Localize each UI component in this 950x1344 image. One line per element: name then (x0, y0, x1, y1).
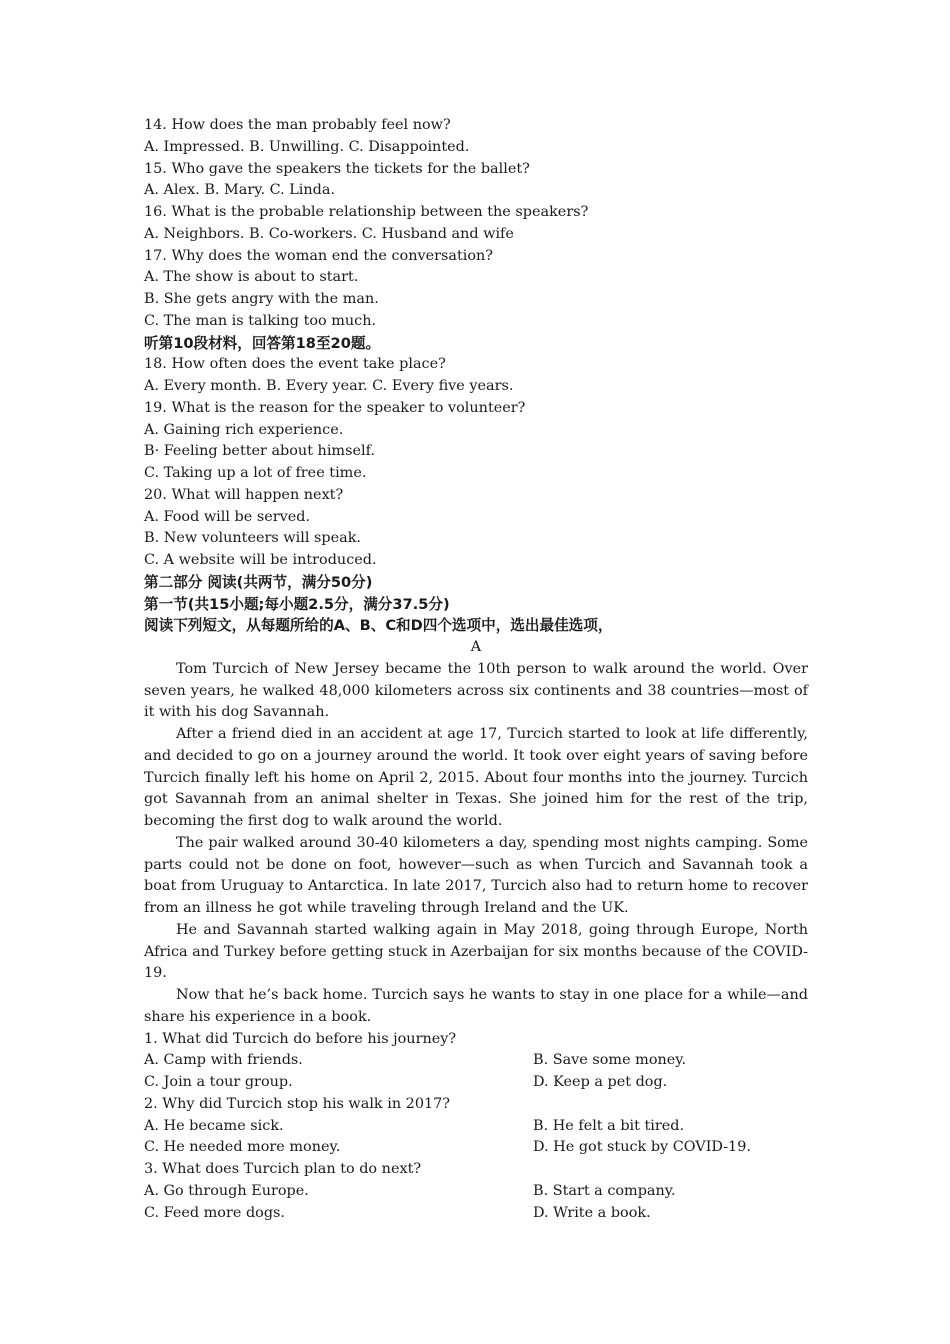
reading-question-1-row-1 (144, 1050, 808, 1072)
reading-question-3-row-1 (144, 1181, 808, 1203)
option-a: A. Camp with friends. (144, 1052, 303, 1069)
question-20: 20. What will happen next? (144, 486, 344, 503)
option-b: B. Start a company. (533, 1182, 676, 1199)
reading-question-3-row-2 (144, 1203, 808, 1225)
question-20-option-a: A. Food will be served. (144, 508, 311, 525)
passage-paragraph: Now that he’s back home. Turcich says he wants to stay in one place for a while—and share his experience in a book. (144, 987, 808, 1025)
passage-paragraph: He and Savannah started walking again in May 2018, going through Europe, North Africa and Turkey before getting stuck in Azerbaijan for six months because of the COVID-19. (144, 921, 808, 982)
instruction: 阅读下列短文，从每题所给的A、B、C和D四个选项中，选出最佳选项， (144, 617, 613, 635)
question-16: 16. What is the probable relationship between the speakers? (144, 204, 589, 220)
question-19-option-c: C. Taking up a lot of free time. (144, 465, 367, 481)
question-20-option-b: B. New volunteers will speak. (144, 530, 361, 547)
question-17: 17. Why does the woman end the conversation? (144, 247, 493, 264)
reading-question-2-row-1 (144, 1116, 808, 1138)
reading-question-1: 1. What did Turcich do before his journey? (144, 1030, 457, 1047)
question-20-option-c: C. A website will be introduced. (144, 552, 377, 568)
reading-question-2: 2. Why did Turcich stop his walk in 2017? (144, 1095, 451, 1112)
question-19: 19. What is the reason for the speaker to volunteer? (144, 399, 526, 416)
section-title: 第一节(共15小题;每小题2.5分，满分37.5分) (144, 595, 450, 613)
passage-paragraph: Tom Turcich of New Jersey became the 10th person to walk around the world. Over seven years, he walked 48,000 kilometers across six continents and 38 countries—most of it with his dog Savannah. (144, 660, 808, 721)
option-d: D. Write a book. (533, 1204, 651, 1221)
option-a: A. He became sick. (144, 1117, 284, 1134)
option-a: A. Go through Europe. (144, 1182, 309, 1199)
option-b: B. He felt a bit tired. (533, 1117, 685, 1134)
option-d: D. Keep a pet dog. (533, 1074, 668, 1090)
question-15-options: A. Alex. B. Mary. C. Linda. (144, 182, 336, 199)
option-d: D. He got stuck by COVID-19. (533, 1139, 751, 1156)
question-15: 15. Who gave the speakers the tickets for the ballet? (144, 160, 530, 177)
reading-question-1-row-2 (144, 1072, 808, 1094)
option-c: C. Feed more dogs. (144, 1204, 285, 1221)
question-18-options: A. Every month. B. Every year. C. Every five years. (144, 378, 514, 394)
section-10-heading: 听第10段材料，回答第18至20题。 (144, 334, 381, 352)
option-c: C. Join a tour group. (144, 1074, 293, 1090)
passage-letter: A (470, 639, 482, 655)
question-16-options: A. Neighbors. B. Co-workers. C. Husband and wife (144, 225, 514, 242)
question-17-option-b: B. She gets angry with the man. (144, 291, 379, 307)
question-14: 14. How does the man probably feel now? (144, 117, 451, 133)
question-18: 18. How often does the event take place? (144, 356, 446, 373)
question-17-option-a: A. The show is about to start. (144, 269, 359, 286)
exam-page (144, 115, 808, 1224)
passage-paragraph: After a friend died in an accident at age 17, Turcich started to look at life differently, and decided to go on a journey around the world. It took over eight years of saving before Turcich finally left his home on April 2, 2015. About four months into the journey. Turcich got Savannah from an animal shelter in Texas. She joined him for the rest of the trip, becoming the first dog to walk around the world. (144, 726, 808, 829)
option-b: B. Save some money. (533, 1052, 687, 1069)
question-17-option-c: C. The man is talking too much. (144, 312, 377, 329)
reading-question-2-row-2 (144, 1137, 808, 1159)
option-c: C. He needed more money. (144, 1139, 341, 1156)
passage-paragraph: The pair walked around 30-40 kilometers a day, spending most nights camping. Some parts could not be done on foot, however—such as when Turcich and Savannah took a boat from Uruguay to Antarctica. In late 2017, Turcich also had to return home to recover from an illness he got while traveling through Ireland and the UK. (144, 834, 808, 916)
reading-question-3: 3. What does Turcich plan to do next? (144, 1161, 422, 1177)
question-19-option-b: B· Feeling better about himself. (144, 443, 375, 460)
question-19-option-a: A. Gaining rich experience. (144, 421, 344, 438)
question-14-options: A. Impressed. B. Unwilling. C. Disappointed. (144, 138, 470, 155)
part-title: 第二部分 阅读(共两节，满分50分) (144, 573, 373, 591)
